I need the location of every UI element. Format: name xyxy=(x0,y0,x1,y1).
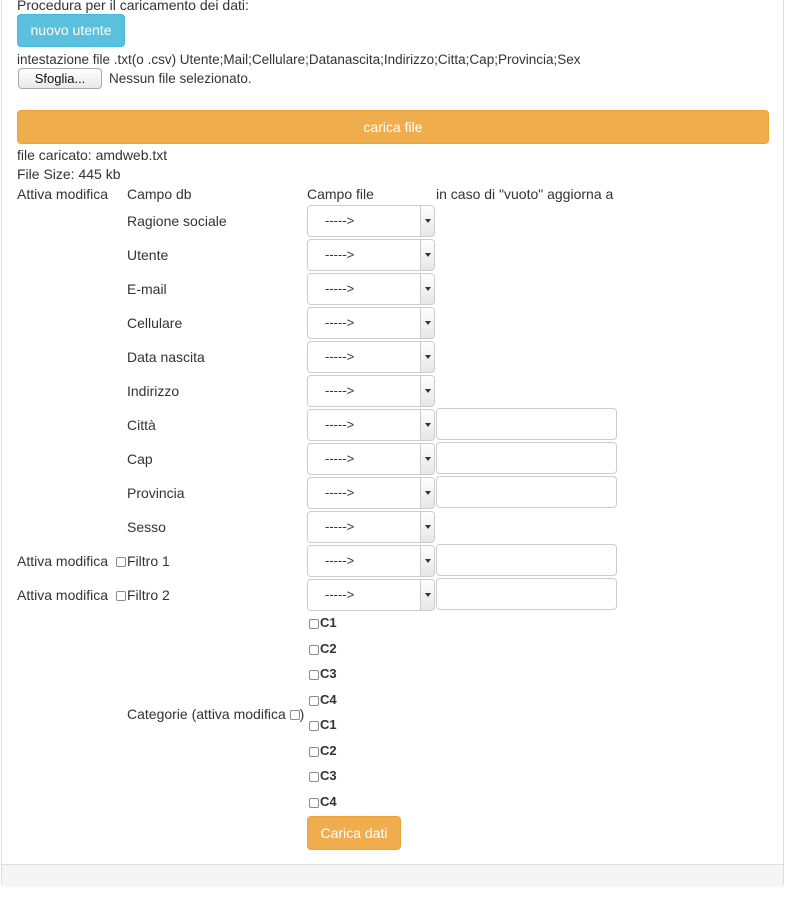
filter2-default-input[interactable] xyxy=(436,578,617,610)
dropdown-arrow-icon xyxy=(420,546,434,576)
category-label-c2-b: C2 xyxy=(320,743,337,758)
select-ragione-sociale[interactable] xyxy=(307,205,435,237)
filter1-label: Filtro 1 xyxy=(127,553,170,569)
select-value: -----> xyxy=(325,315,355,330)
categories-label xyxy=(127,706,304,722)
select-value: -----> xyxy=(325,587,355,602)
field-label-cellulare: Cellulare xyxy=(127,315,183,331)
dropdown-arrow-icon xyxy=(420,274,434,304)
filter2-label: Filtro 2 xyxy=(127,587,170,603)
select-indirizzo[interactable] xyxy=(307,375,435,407)
field-label-sesso: Sesso xyxy=(127,519,166,535)
field-label-utente: Utente xyxy=(127,247,169,263)
select-value: -----> xyxy=(325,451,355,466)
categories-checkbox[interactable] xyxy=(290,710,300,720)
filter1-checkbox[interactable] xyxy=(116,557,126,567)
cap-default-input[interactable] xyxy=(436,442,617,474)
categories-label-suffix: ) xyxy=(299,706,305,722)
upload-file-button[interactable]: carica file xyxy=(17,110,769,144)
procedure-title: Procedura per il caricamento dei dati: xyxy=(17,0,249,13)
category-label-c3: C3 xyxy=(320,666,337,681)
select-value: -----> xyxy=(325,383,355,398)
select-email[interactable] xyxy=(307,273,435,305)
select-value: -----> xyxy=(325,417,355,432)
dropdown-arrow-icon xyxy=(420,240,434,270)
no-file-selected-text: Nessun file selezionato. xyxy=(109,71,252,86)
browse-button[interactable]: Sfoglia... xyxy=(18,68,102,89)
select-provincia[interactable] xyxy=(307,477,435,509)
category-checkbox-c1-b[interactable] xyxy=(309,721,319,731)
new-user-button[interactable]: nuovo utente xyxy=(17,14,125,47)
field-label-indirizzo: Indirizzo xyxy=(127,383,180,399)
dropdown-arrow-icon xyxy=(420,376,434,406)
field-label-cap: Cap xyxy=(127,451,153,467)
category-checkbox-c3-b[interactable] xyxy=(309,772,319,782)
categories-label-prefix: Categorie (attiva modifica xyxy=(127,706,290,722)
file-header-info: intestazione file .txt(o .csv) Utente;Mail;Cellulare;Datanascita;Indirizzo;Citta;Cap;Provincia;Sex xyxy=(17,52,581,67)
select-sesso[interactable] xyxy=(307,511,435,543)
select-data-nascita[interactable] xyxy=(307,341,435,373)
select-filtro-2[interactable] xyxy=(307,579,435,611)
panel-footer xyxy=(2,864,783,887)
dropdown-arrow-icon xyxy=(420,206,434,236)
col-header-attiva: Attiva modifica xyxy=(17,186,109,202)
category-checkbox-c4[interactable] xyxy=(309,696,319,706)
category-checkbox-c3[interactable] xyxy=(309,670,319,680)
filter1-default-input[interactable] xyxy=(436,544,617,576)
category-checkbox-c2[interactable] xyxy=(309,645,319,655)
dropdown-arrow-icon xyxy=(420,342,434,372)
filter1-attiva-label: Attiva modifica xyxy=(17,553,109,569)
filter2-checkbox[interactable] xyxy=(116,591,126,601)
dropdown-arrow-icon xyxy=(420,444,434,474)
select-value: -----> xyxy=(325,213,355,228)
dropdown-arrow-icon xyxy=(420,478,434,508)
category-checkbox-c1[interactable] xyxy=(309,619,319,629)
dropdown-arrow-icon xyxy=(420,308,434,338)
category-label-c4: C4 xyxy=(320,692,337,707)
category-label-c4-b: C4 xyxy=(320,794,337,809)
col-header-vuoto: in caso di "vuoto" aggiorna a xyxy=(436,186,614,202)
field-label-provincia: Provincia xyxy=(127,485,185,501)
select-value: -----> xyxy=(325,247,355,262)
field-label-citta: Città xyxy=(127,417,156,433)
select-value: -----> xyxy=(325,281,355,296)
category-label-c2: C2 xyxy=(320,641,337,656)
select-cellulare[interactable] xyxy=(307,307,435,339)
filter2-attiva-label: Attiva modifica xyxy=(17,587,109,603)
category-checkbox-c2-b[interactable] xyxy=(309,747,319,757)
field-label-data-nascita: Data nascita xyxy=(127,349,205,365)
dropdown-arrow-icon xyxy=(420,512,434,542)
select-value: -----> xyxy=(325,349,355,364)
select-value: -----> xyxy=(325,519,355,534)
select-utente[interactable] xyxy=(307,239,435,271)
select-citta[interactable] xyxy=(307,409,435,441)
col-header-campo-db: Campo db xyxy=(127,186,192,202)
dropdown-arrow-icon xyxy=(420,580,434,610)
uploaded-file-name: file caricato: amdweb.txt xyxy=(17,147,168,163)
provincia-default-input[interactable] xyxy=(436,476,617,508)
category-checkbox-c4-b[interactable] xyxy=(309,798,319,808)
field-label-email: E-mail xyxy=(127,281,167,297)
category-label-c1: C1 xyxy=(320,615,337,630)
category-label-c3-b: C3 xyxy=(320,768,337,783)
dropdown-arrow-icon xyxy=(420,410,434,440)
file-size: File Size: 445 kb xyxy=(17,166,121,182)
col-header-campo-file: Campo file xyxy=(307,186,374,202)
select-filtro-1[interactable] xyxy=(307,545,435,577)
select-value: -----> xyxy=(325,485,355,500)
select-cap[interactable] xyxy=(307,443,435,475)
select-value: -----> xyxy=(325,553,355,568)
category-label-c1-b: C1 xyxy=(320,717,337,732)
field-label-ragione-sociale: Ragione sociale xyxy=(127,213,227,229)
load-data-button[interactable]: Carica dati xyxy=(307,816,401,850)
citta-default-input[interactable] xyxy=(436,408,617,440)
